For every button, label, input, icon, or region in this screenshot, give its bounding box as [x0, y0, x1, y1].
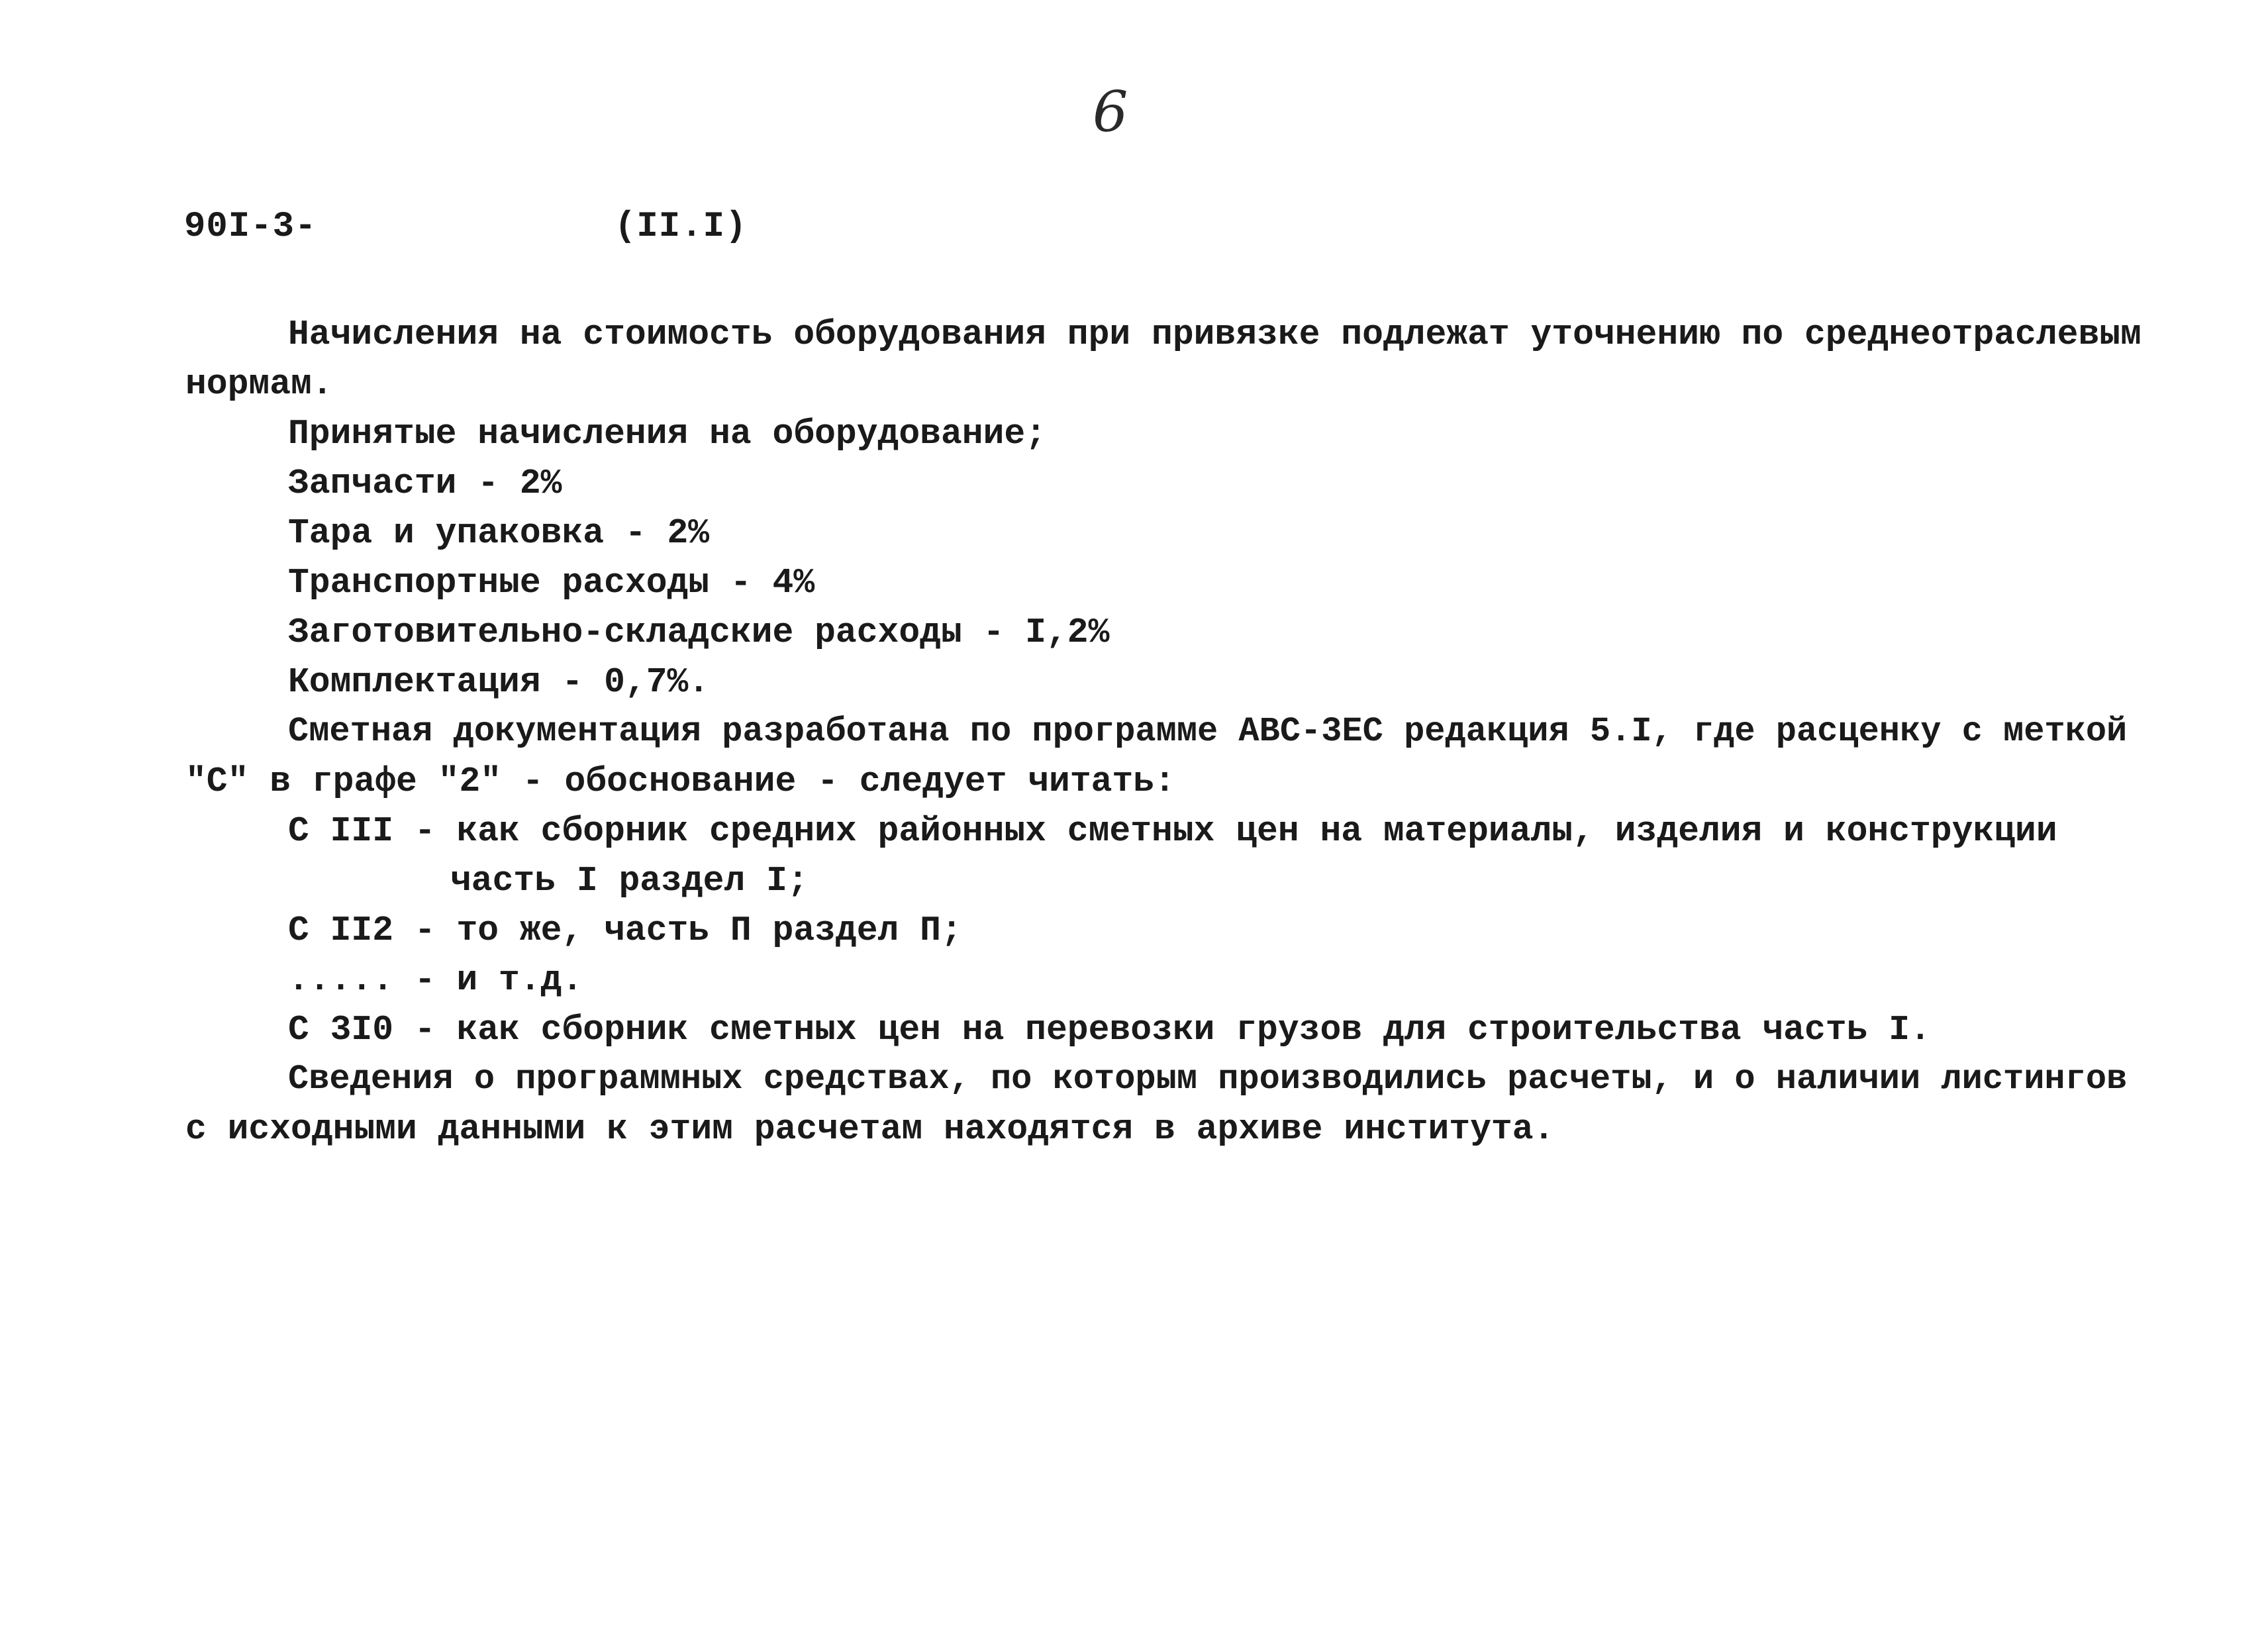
list-item-transport: Транспортные расходы - 4% [288, 563, 815, 603]
paragraph-3-line-2: "С" в графе "2" - обоснование - следует читать: [185, 762, 1175, 801]
list-item-spare-parts: Запчасти - 2% [288, 464, 562, 503]
code-c111-line-2: часть I раздел I; [450, 861, 809, 901]
code-etc: ..... - и т.д. [288, 960, 583, 1000]
paragraph-4-line-2: с исходными данными к этим расчетам находятся в архиве института. [185, 1109, 1555, 1149]
list-item-completion: Комплектация - 0,7%. [288, 662, 710, 702]
list-item-packaging: Тара и упаковка - 2% [288, 513, 710, 553]
document-section: (II.I) [615, 207, 748, 247]
code-c111-line-1: С III - как сборник средних районных сметных цен на материалы, изделия и конструкции [288, 811, 2057, 851]
paragraph-2: Принятые начисления на оборудование; [288, 414, 1046, 454]
document-code: 90I-3- [184, 207, 317, 247]
code-c112: С II2 - то же, часть П раздел П; [288, 911, 962, 950]
paragraph-1-line-1: Начисления на стоимость оборудования при привязке подлежат уточнению по среднеотраслевым [288, 315, 2142, 354]
paragraph-4-line-1: Сведения о программных средствах, по которым производились расчеты, и о наличии листингов [288, 1060, 2128, 1099]
code-c310: С 3I0 - как сборник сметных цен на перевозки грузов для строительства часть I. [288, 1010, 1931, 1050]
page-number: 6 [1093, 79, 1128, 144]
list-item-warehouse: Заготовительно-складские расходы - I,2% [288, 613, 1110, 652]
paragraph-3-line-1: Сметная документация разработана по программе АВС-3ЕС редакция 5.I, где расценку с меткой [288, 712, 2128, 751]
paragraph-1-line-2: нормам. [185, 364, 333, 404]
